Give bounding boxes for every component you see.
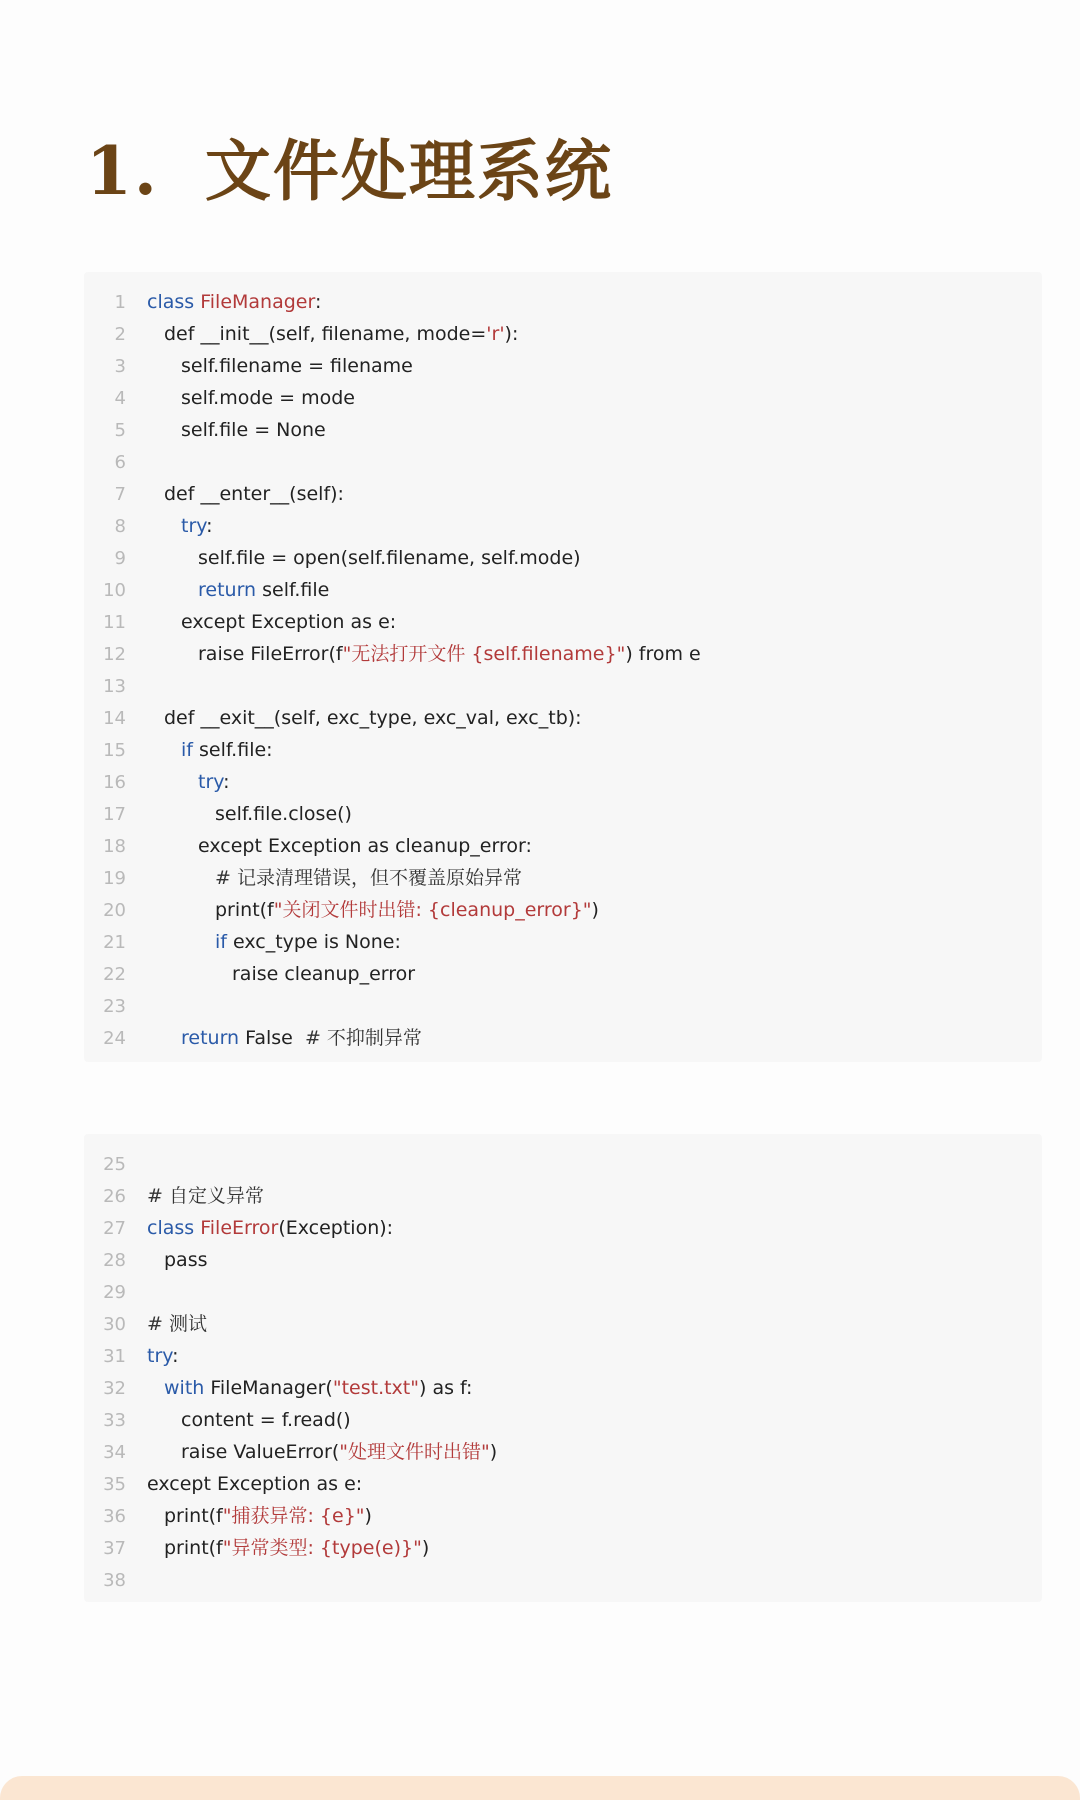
code-token: :: [314, 291, 322, 313]
code-line: [84, 1308, 207, 1340]
code-text: [147, 1022, 422, 1054]
code-line: [84, 1244, 208, 1276]
code-text: [147, 1468, 362, 1500]
code-text: [147, 542, 581, 574]
code-token: exc_type is None:: [226, 931, 401, 953]
code-line: [84, 606, 396, 638]
line-number: 29: [103, 1282, 126, 1303]
code-token: def __enter__(self):: [164, 483, 344, 505]
code-string: "无法打开文件 {self.filename}": [342, 643, 626, 665]
code-text: [147, 1532, 429, 1564]
code-line: [84, 318, 518, 350]
line-number: 4: [114, 388, 126, 409]
code-keyword: try: [181, 515, 207, 537]
code-token: ) as f:: [419, 1377, 473, 1399]
code-string: 'r': [486, 323, 505, 345]
line-number: 32: [103, 1378, 126, 1399]
code-token: self.file:: [192, 739, 273, 761]
code-line: [84, 286, 321, 318]
line-number: 26: [103, 1186, 126, 1207]
code-token: def __init__(self, filename, mode=: [164, 323, 487, 345]
code-token: ) from e: [625, 643, 701, 665]
code-text: [147, 1404, 351, 1436]
code-keyword: if: [215, 931, 227, 953]
code-line: [84, 542, 581, 574]
code-token: pass: [164, 1249, 208, 1271]
line-number: 24: [103, 1028, 126, 1049]
line-number: 3: [114, 356, 126, 377]
code-token: (Exception):: [278, 1217, 394, 1239]
code-token: ): [591, 899, 599, 921]
code-token: self.file.close(): [215, 803, 352, 825]
code-text: [147, 1180, 264, 1212]
code-text: [147, 478, 344, 510]
code-text: [147, 574, 329, 606]
line-number: 2: [114, 324, 126, 345]
code-text: [147, 702, 582, 734]
code-token: self.mode = mode: [181, 387, 355, 409]
code-keyword: if: [181, 739, 193, 761]
line-number: 1: [114, 292, 126, 313]
code-text: [147, 894, 599, 926]
code-line: [84, 734, 273, 766]
code-line: [84, 1276, 147, 1308]
line-number: 21: [103, 932, 126, 953]
line-number: 35: [103, 1474, 126, 1495]
line-number: 20: [103, 900, 126, 921]
code-line: [84, 1180, 264, 1212]
code-string: "关闭文件时出错: {cleanup_error}": [273, 899, 592, 921]
code-token: FileManager(: [204, 1377, 333, 1399]
code-line: [84, 830, 532, 862]
code-line: [84, 958, 415, 990]
code-text: [147, 286, 321, 318]
line-number: 16: [103, 772, 126, 793]
code-text: [147, 414, 326, 446]
code-keyword: return: [181, 1027, 240, 1049]
code-token: ): [364, 1505, 372, 1527]
code-token: except Exception as e:: [147, 1473, 363, 1495]
code-line: [84, 798, 352, 830]
code-text: [147, 862, 522, 894]
line-number: 12: [103, 644, 126, 665]
code-comment: # 自定义异常: [147, 1185, 264, 1207]
line-number: 5: [114, 420, 126, 441]
code-text: [147, 1500, 372, 1532]
code-token: content = f.read(): [181, 1409, 351, 1431]
line-number: 8: [114, 516, 126, 537]
heading-number: 1.: [86, 132, 159, 210]
code-keyword: with: [164, 1377, 205, 1399]
code-line: [84, 1372, 472, 1404]
code-text: [147, 1308, 207, 1340]
code-token: :: [223, 771, 230, 793]
line-number: 10: [103, 580, 126, 601]
code-token: raise ValueError(: [181, 1441, 340, 1463]
code-text: [147, 958, 415, 990]
code-text: [147, 606, 396, 638]
code-text: [147, 926, 401, 958]
code-line: [84, 414, 326, 446]
code-token: raise FileError(f: [198, 643, 343, 665]
code-line: [84, 1148, 147, 1180]
code-text: [147, 350, 413, 382]
code-text: [147, 830, 532, 862]
code-token: :: [172, 1345, 179, 1367]
code-text: [147, 638, 701, 670]
code-line: [84, 1212, 393, 1244]
code-keyword: return: [198, 579, 257, 601]
code-text: [147, 1244, 208, 1276]
code-text: [147, 1340, 179, 1372]
code-line: [84, 1404, 351, 1436]
code-text: [147, 798, 352, 830]
code-line: [84, 766, 230, 798]
code-text: [147, 1372, 472, 1404]
code-text: [147, 318, 518, 350]
line-number: 31: [103, 1346, 126, 1367]
line-number: 18: [103, 836, 126, 857]
line-number: 14: [103, 708, 126, 729]
code-line: [84, 894, 599, 926]
code-line: [84, 1564, 147, 1596]
line-number: 9: [114, 548, 126, 569]
code-keyword: try: [198, 771, 224, 793]
section-heading: [86, 118, 613, 213]
code-token: except Exception as e:: [181, 611, 397, 633]
heading-text: 文件处理系统: [204, 132, 613, 210]
line-number: 30: [103, 1314, 126, 1335]
code-line: [84, 510, 213, 542]
code-string: "捕获异常: {e}": [222, 1505, 365, 1527]
code-token: ):: [504, 323, 519, 345]
line-number: 36: [103, 1506, 126, 1527]
line-number: 28: [103, 1250, 126, 1271]
line-number: 19: [103, 868, 126, 889]
code-token: ): [421, 1537, 430, 1559]
code-string: "test.txt": [332, 1377, 419, 1399]
code-token: def __exit__(self, exc_type, exc_val, exc_tb):: [164, 707, 582, 729]
code-string: "处理文件时出错": [339, 1441, 490, 1463]
line-number: 7: [114, 484, 126, 505]
code-block: [84, 1134, 1042, 1602]
code-line: [84, 1532, 429, 1564]
code-line: [84, 670, 147, 702]
line-number: 15: [103, 740, 126, 761]
line-number: 27: [103, 1218, 126, 1239]
code-line: [84, 478, 344, 510]
line-number: 17: [103, 804, 126, 825]
code-line: [84, 1022, 422, 1054]
code-token: :: [206, 515, 213, 537]
code-line: [84, 638, 701, 670]
code-line: [84, 1500, 372, 1532]
code-text: [147, 510, 213, 542]
code-comment: # 记录清理错误，但不覆盖原始异常: [215, 867, 522, 889]
line-number: 33: [103, 1410, 126, 1431]
code-token: except Exception as cleanup_error:: [198, 835, 532, 857]
code-token: print(f: [164, 1537, 223, 1559]
code-keyword: try: [147, 1345, 173, 1367]
code-token: self.filename = filename: [181, 355, 413, 377]
code-keyword: class: [147, 1217, 201, 1239]
code-token: ): [489, 1441, 498, 1463]
code-keyword: class: [147, 291, 201, 313]
code-line: [84, 1436, 497, 1468]
line-number: 38: [103, 1570, 126, 1591]
code-line: [84, 1468, 362, 1500]
line-number: 11: [103, 612, 126, 633]
code-text: [147, 382, 355, 414]
line-number: 13: [103, 676, 126, 697]
line-number: 22: [103, 964, 126, 985]
code-comment: # 测试: [147, 1313, 207, 1335]
code-token: False: [239, 1027, 305, 1049]
code-token: self.file = open(self.filename, self.mode): [198, 547, 581, 569]
code-block: [84, 272, 1042, 1062]
code-token: print(f: [215, 899, 274, 921]
code-line: [84, 446, 147, 478]
code-line: [84, 702, 582, 734]
code-token: self.file = None: [181, 419, 326, 441]
code-line: [84, 574, 329, 606]
code-comment: # 不抑制异常: [304, 1027, 422, 1049]
code-class-name: FileManager: [200, 291, 315, 313]
code-text: [147, 1436, 497, 1468]
line-number: 23: [103, 996, 126, 1017]
code-token: self.file: [256, 579, 330, 601]
code-text: [147, 734, 273, 766]
code-line: [84, 926, 401, 958]
code-line: [84, 1340, 179, 1372]
line-number: 37: [103, 1538, 126, 1559]
bottom-decoration-bar: [0, 1776, 1080, 1800]
code-token: print(f: [164, 1505, 223, 1527]
code-line: [84, 350, 413, 382]
code-line: [84, 990, 147, 1022]
code-class-name: FileError: [200, 1217, 279, 1239]
code-text: [147, 1212, 393, 1244]
code-string: "异常类型: {type(e)}": [222, 1537, 422, 1559]
line-number: 34: [103, 1442, 126, 1463]
line-number: 25: [103, 1154, 126, 1175]
code-token: raise cleanup_error: [232, 963, 416, 985]
code-line: [84, 382, 355, 414]
code-line: [84, 862, 522, 894]
line-number: 6: [114, 452, 126, 473]
code-text: [147, 766, 230, 798]
